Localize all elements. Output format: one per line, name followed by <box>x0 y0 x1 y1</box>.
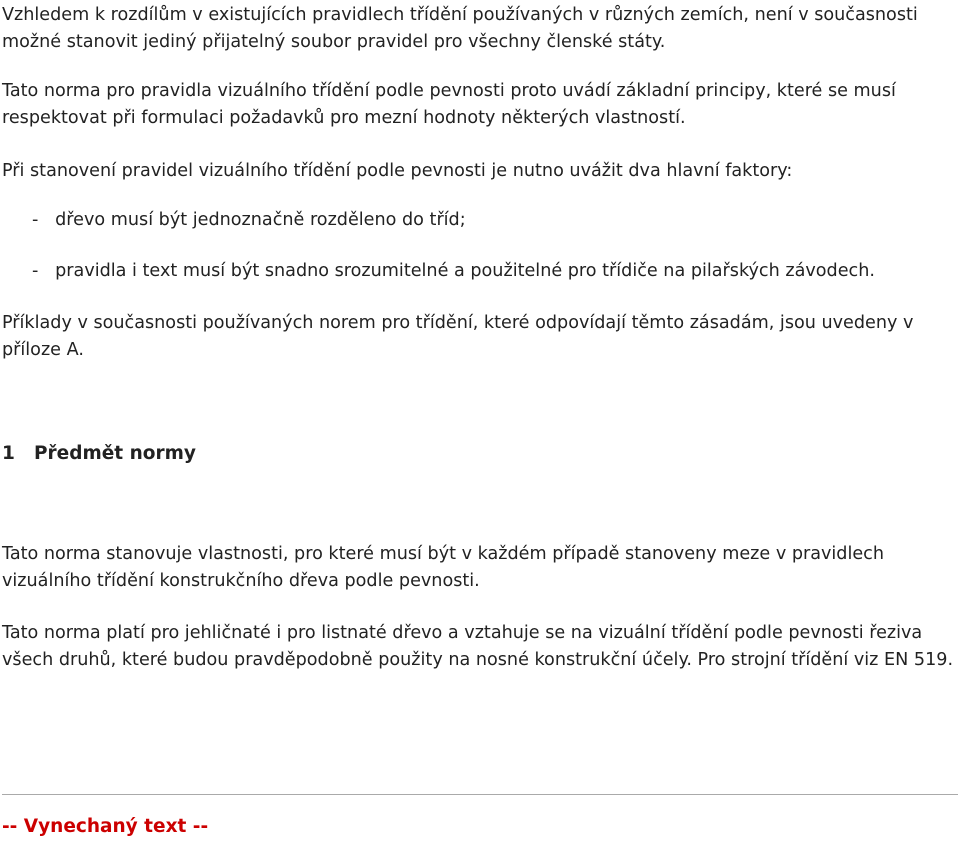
intro-paragraph-3: Při stanovení pravidel vizuálního třídění podle pevnosti je nutno uvážit dva hlavní faktory: <box>2 161 793 181</box>
bullet-text <box>44 210 466 230</box>
bullet-text <box>44 261 875 281</box>
intro-paragraph-2: Tato norma pro pravidla vizuálního třídění podle pevnosti proto uvádí základní principy, které se musí respektovat při formulaci požadavků pro mezní hodnoty některých vlastností. <box>2 81 896 128</box>
bullet-content: pravidla i text musí být snadno srozumitelné a použitelné pro třídiče na pilařských závodech. <box>55 261 875 281</box>
bullet-marker: - <box>32 210 39 230</box>
bullet-marker: - <box>32 261 39 281</box>
section-title: Předmět normy <box>34 443 196 464</box>
intro-paragraph-4: Příklady v současnosti používaných norem pro třídění, které odpovídají těmto zásadám, jsou uvedeny v příloze A. <box>2 313 914 360</box>
bullet-content: dřevo musí být jednoznačně rozděleno do tříd; <box>55 210 466 230</box>
intro-paragraph-1: Vzhledem k rozdílům v existujících pravidlech třídění používaných v různých zemích, není v současnosti možné stanovit jediný přijatelný soubor pravidel pro všechny členské státy. <box>2 5 918 52</box>
section-heading <box>2 440 196 467</box>
scope-paragraph-2: Tato norma platí pro jehličnaté i pro listnaté dřevo a vztahuje se na vizuální třídění podle pevnosti řeziva všech druhů, které budou pravděpodobně použity na nosné konstrukční účely. Pro strojní třídění viz EN 519. <box>2 623 954 670</box>
list-item <box>2 258 958 285</box>
section-number: 1 <box>2 443 15 464</box>
divider <box>2 794 958 795</box>
list-item <box>2 207 958 234</box>
omitted-text-notice: -- Vynechaný text -- <box>2 816 209 837</box>
scope-paragraph-1: Tato norma stanovuje vlastnosti, pro které musí být v každém případě stanoveny meze v pravidlech vizuálního třídění konstrukčního dřeva podle pevnosti. <box>2 544 885 591</box>
